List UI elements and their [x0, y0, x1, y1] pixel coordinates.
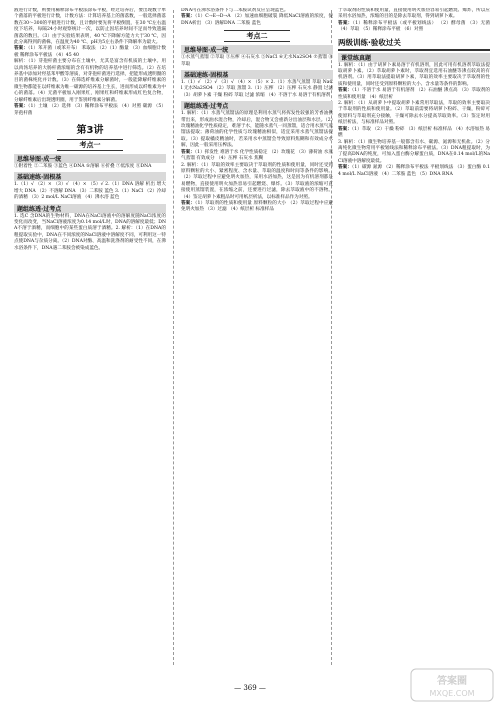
paragraph: 1.（1）√ （2）√ （3）√ （4）× （5）× 2.（1）水蒸气蒸馏 萃取 NaCl 无水Na2SO4 （2）萃取 蒸馏 3.（1）压榨 （2）压榨 石灰水 静置 过滤 （3）胡萝卜素 干燥 粉碎 萃取 过滤 浓缩 （4）不溶于水 易溶于有机溶剂 — [181, 80, 333, 98]
lecture-heading: 第3讲 — [76, 124, 104, 136]
watermark-logo — [410, 668, 494, 702]
answer-text: （1）C→E→D→A （2）加速血细胞破裂 降低NaCl溶液的浓度，使DNA析出 （3）溶解DNA 二苯胺 蓝色 — [181, 14, 333, 26]
paragraph: 于萃取剂的性质和使用量，直接使用明火加热容易引起燃烧、爆炸，所以应采用水浴加热，浓缩的目的是除去萃取剂，得到胡萝卜素。 — [338, 8, 490, 20]
answer-text: （1）稀释涂布平板法（或平板划线法） （2）酵母菌 （3）无菌 （4）萃取 （5）稀释涂布平板 （6）对照 — [338, 20, 490, 33]
svg-text:答案圈: 答案圈 — [437, 676, 467, 687]
paragraph: 1.（1）√ （2）× （3）√ （4）× （5）√ 2.（1）DNA 溶解 析出 增大 增大 DNA （2）不溶解 DNA （3）二苯胺 蓝色 3.（1）NaCl （2）冷却的酒精 （3）2 mol/L NaCl溶液 （4）沸水浴 蓝色 — [14, 182, 166, 201]
paragraph: 2. 解析：（1）萃取的效率主要取决于萃取剂的性质和使用量，同时还受到原料颗粒的大小、紧密程度、含水量、萃取的温度和时间等条件的影响。（2）萃取过程中应避免明火加热，采用水浴加热，这是因为有机溶剂都是易燃物，直接使用明火加热容易引起燃烧、爆炸。（3）萃取液的浓缩可直接使用蒸馏装置，在浓缩之前，还要进行过滤，除去萃取液中的不溶物。（4）鉴定胡萝卜素粗品时可用纸层析法，以标准样品作为对照。 — [181, 162, 333, 200]
paragraph: 1. 解析：（1）水蒸气蒸馏法的原理是利用水蒸气将挥发性较强的芳香油携带出来，形成油水混合物，冷却后，混合物又会重新分出油层和水层。（2）玫瑰精油化学性质稳定，难溶于水，能随水蒸气一同蒸馏，适合用水蒸气蒸馏法提取；薄荷油的化学性质与玫瑰精油相似，适宜采用水蒸气蒸馏法提取。（3）提取橘皮精油时，若采用水中蒸馏会导致原料焦糊和有效成分水解，因此一般采用压榨法。 — [181, 111, 333, 149]
paragraph: DNA可在沸水浴条件下与二苯胺试剂反应呈现蓝色。 — [181, 8, 289, 13]
answer-line: 答案：（1）挥发性 难溶于水 化学性质稳定 （2）玫瑰花 （3）薄荷油 水蒸气蒸馏 有效成分 （4）压榨 石灰水 焦糊 — [181, 149, 333, 162]
training-heading: 两级训练·验收过关 — [338, 37, 490, 51]
answer-line: 答案：（1）碳源 氮源 （2）稀释涂布平板法 平板划线法 （3）蛋白酶 0.14 mol/L NaCl溶液 （4）二苯胺 蓝色 （5）DNA RNA — [338, 165, 490, 177]
answer-text: （1）萃取 （2）干燥 粉碎 （3）纸层析 标准样品 （4）水浴加热 易燃 — [338, 126, 490, 139]
column-middle — [181, 8, 333, 668]
answer-line: 答案：（1）C→E→D→A （2）加速血细胞破裂 降低NaCl溶液的浓度，使DNA析出 （3）溶解DNA 二苯胺 蓝色 — [181, 14, 333, 26]
column-divider — [173, 10, 174, 665]
section-heading: 基础速练·固根基 — [181, 70, 333, 79]
paragraph: ①水蒸气蒸馏 ②萃取 ③压榨 ④石灰水 ⑤NaCl ⑥无水Na2SO4 ⑦蒸馏 ⑧萃取 — [181, 55, 333, 67]
answer-line: 答案：（1）萃取 （2）干燥 粉碎 （3）纸层析 标准样品 （4）水浴加热 易燃 — [338, 126, 490, 139]
answer-text: （1）碳源 氮源 （2）稀释涂布平板法 平板划线法 （3）蛋白酶 0.14 mol/L NaCl溶液 （4）二苯胺 蓝色 （5）DNA RNA — [338, 165, 490, 177]
section-heading: 题组练透·过考点 — [181, 101, 333, 110]
section-heading: 基础速练·固根基 — [14, 172, 166, 181]
answer-text: （1）萃取剂的性质和使用量 原料颗粒的大小 （2）萃取过程中应避免明火加热 （3）过滤 （4）纸层析 标准样品 — [181, 200, 333, 213]
answer-line: 答案：（1）土壤 （2）选择 （3）稀释涂布平板法 （4）对照 碳源 （5）芽孢杆菌 — [14, 104, 166, 116]
svg-text:MXQE.COM: MXQE.COM — [429, 689, 475, 698]
answer-text: （1）苯开菌（或苯开布） 苯取法 （2）（1）酶量 （3）血细胞计数板 稀释涂布平板法 （4）45 40 — [14, 46, 166, 58]
point-heading: 考点二 — [224, 30, 290, 42]
column-left — [14, 8, 166, 668]
answer-line: 答案：（1）苯开菌（或苯开布） 苯取法 （2）（1）酶量 （3）血细胞计数板 稀释涂布平板法 （4）45 40 — [14, 46, 166, 58]
section-heading: 课堂练真题 — [338, 53, 490, 62]
answer-text: （1）不溶于水 易溶于有机溶剂 （2）石油醚 沸点高 （3）萃取剂的性质和使用量 （4）纸层析 — [338, 88, 490, 100]
paragraph: 3. 解析：（1）微生物培养基一般都含有水、碳源、氮源和无机盐。（2）分离纯化微生物常用平板划线法和稀释涂布平板法。（3）DNA粗提取时，为了提高DNA的纯度，可加入蛋白酶分解蛋白质，DNA在0.14 mol/L的NaCl溶液中溶解度最低。 — [338, 139, 490, 164]
answer-line: 答案：（1）稀释涂布平板法（或平板划线法） （2）酵母菌 （3）无菌 （4）萃取 （5）稀释涂布平板 （6）对照 — [338, 20, 490, 33]
point-heading: 考点一 — [57, 139, 123, 151]
answer-line: 答案：（1）不溶于水 易溶于有机溶剂 （2）石油醚 沸点高 （3）萃取剂的性质和使用量 （4）纸层析 — [338, 88, 490, 100]
answer-text: （1）挥发性 难溶于水 化学性质稳定 （2）玫瑰花 （3）薄荷油 水蒸气蒸馏 有效成分 （4）压榨 石灰水 焦糊 — [181, 149, 333, 162]
paragraph: 解析：（1）芽孢杆菌主要分布在土壤中，尤其是富含有机质的土壤中。用以肉汤培养的大肠杆菌浓缩的含有有机物的培养基中进行筛选。（2）在培养基中添加对羟基苯甲酸等溶质，对芽孢杆菌进行选择，把能形成透明圈的目的菌株纯化并计数。（3）在筛选纤维素分解菌时，一般能降解纤维素的微生物都能在以纤维素为唯一碳源的培养基上生长，进而形成以纤维素为中心的菌落。（4）无菌平板加入刚果红，刚果红和纤维素形成红色复合物，分解纤维素后出现透明圈，用于鉴别纤维素分解菌。 — [14, 59, 166, 103]
column-right — [338, 8, 490, 668]
paragraph: 液进行计数，则要用稀释涂布平板法涂布平板，经过培养后，要出现数个单个菌落的平板进行计数，计数方法：计算培养基上的菌落数，一般选择菌落数在30～300的平板进行计数，且计数时要先将平板倒置，在30 ℃左右温度下培养，每隔24小时观察统计一次，以防止因培养时间不足而导致遗漏菌落的数目。（3）由于实验结果表明，40 ℃下降解方能力大于30 ℃，因此分离得到的菌株，在温度为40 ℃、pH为5左右条件下降解率为最大。 — [14, 8, 166, 46]
answer-text: （1）土壤 （2）选择 （3）稀释涂布平板法 （4）对照 碳源 （5）芽孢杆菌 — [14, 104, 166, 116]
watermark-logo-icon — [410, 668, 494, 702]
section-heading: 思维导图·成一统 — [14, 154, 166, 163]
section-heading: 题组练透·过考点 — [14, 204, 166, 213]
page-number: — 369 — — [234, 684, 266, 692]
paragraph: ①附着性 ②二苯胺 ③蓝色 ④DNA ⑤溶解 ⑥折叠 ⑦低浓度 ⑧DNA — [14, 163, 152, 169]
paragraph: 1. 选C 含DNA的生物材料，DNA在NaCl溶液中的溶解度随NaCl浓度的变化而改变，当NaCl溶液浓度为0.14 mol/L时，DNA的溶解度最低；DNA不溶于酒精，而细胞中的某些蛋白质溶于酒精。2. 解析：（1）在DNA的粗提取实验中，DNA在不同浓度的NaCl溶液中溶解度不同，可利用这一特点使DNA与杂质分离。（2）DNA对酶、高温和洗涤剂的耐受性不同，在沸水浴条件下，DNA遇二苯胺会被染成蓝色。 — [14, 213, 166, 251]
answer-line: 答案：（1）萃取剂的性质和使用量 原料颗粒的大小 （2）萃取过程中应避免明火加热 （3）过滤 （4）纸层析 标准样品 — [181, 200, 333, 213]
section-heading: 思维导图·成一统 — [181, 45, 333, 54]
paragraph: 2. 解析：（1）从胡萝卜中提取胡萝卜素常用萃取法，萃取的效率主要取决于萃取剂的性质和使用量。（2）萃取前需要将胡萝卜粉碎、干燥，粉碎可使原料与萃取剂充分接触，干燥可除去水分提高萃取效率。（3）鉴定时用纸层析法，与标准样品对照。 — [338, 101, 490, 126]
paragraph: 1. 解析：（1）由于胡萝卜素易溶于有机溶剂，因此可用有机溶剂萃取法提取胡萝卜素。（2）萃取胡萝卜素时，萃取剂宜选用石油醚等沸点较高的有机溶剂。（3）用萃取法提取胡萝卜素，萃取的效率主要取决于萃取剂的性质和使用量，同时还受到原料颗粒的大小、含水量等条件的影响。 — [338, 62, 490, 87]
